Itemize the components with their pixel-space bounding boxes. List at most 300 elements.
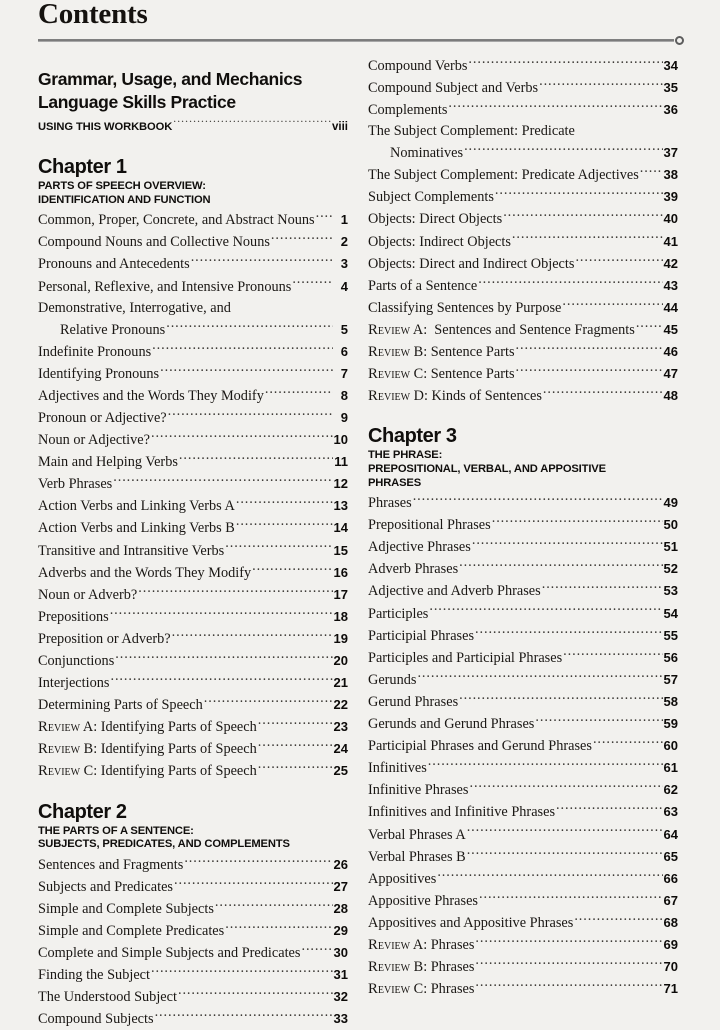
toc-entry-label: USING THIS WORKBOOK — [38, 121, 173, 133]
toc-entry[interactable] — [368, 164, 678, 186]
review-prefix: Review — [38, 741, 81, 758]
leader-dots — [562, 298, 662, 312]
toc-entry[interactable] — [38, 606, 348, 628]
leader-dots — [265, 386, 333, 400]
toc-entry-page: viii — [332, 121, 348, 133]
leader-dots — [179, 452, 333, 466]
leader-dots — [151, 430, 333, 444]
toc-entry-page: 63 — [663, 804, 678, 820]
toc-entry-label: Compound Nouns and Collective Nouns — [38, 234, 270, 251]
toc-entry[interactable] — [38, 898, 348, 920]
toc-entry[interactable] — [368, 713, 678, 735]
toc-entry-page: 2 — [340, 234, 348, 250]
leader-dots — [563, 648, 662, 662]
toc-entry-page: 33 — [333, 1011, 348, 1027]
toc-entry[interactable] — [368, 625, 678, 647]
toc-entry-page: 49 — [663, 495, 678, 511]
leader-dots — [138, 585, 332, 599]
leader-dots — [542, 581, 663, 595]
leader-dots — [478, 276, 662, 290]
toc-entry-label: Review A: Identifying Parts of Speech — [38, 719, 257, 736]
toc-entry-page: 71 — [663, 981, 678, 997]
leader-dots — [115, 651, 332, 665]
toc-entry-page: 65 — [663, 848, 678, 864]
leader-dots — [464, 143, 662, 157]
toc-entry[interactable] — [368, 580, 678, 602]
toc-entry-label: Verbal Phrases B — [368, 848, 466, 865]
toc-entry[interactable] — [38, 876, 348, 898]
leader-dots — [495, 187, 663, 201]
review-prefix: Review — [368, 366, 411, 383]
toc-entry[interactable] — [38, 495, 348, 517]
toc-entry[interactable] — [368, 934, 678, 956]
toc-entry-label: Pronouns and Antecedents — [38, 256, 190, 273]
toc-entry-page: 70 — [663, 959, 678, 975]
toc-entry-label: Complements — [368, 102, 448, 119]
toc-entry-label: Verb Phrases — [38, 476, 113, 493]
toc-entry-label: Review C: Phrases — [368, 981, 475, 998]
leader-dots — [204, 695, 333, 709]
toc-entry[interactable] — [38, 341, 348, 363]
leader-dots — [429, 604, 662, 618]
toc-entry-page: 16 — [333, 564, 348, 580]
toc-entry[interactable] — [368, 297, 678, 319]
toc-entry[interactable] — [38, 517, 348, 539]
toc-entry-page: 69 — [663, 936, 678, 952]
leader-dots — [535, 714, 662, 728]
toc-entry-page: 57 — [663, 671, 678, 687]
leader-dots — [110, 673, 332, 687]
toc-entry-label: Action Verbs and Linking Verbs A — [38, 498, 235, 515]
toc-entry-label: Participles — [368, 605, 429, 622]
toc-entry[interactable] — [38, 942, 348, 964]
toc-entry[interactable] — [38, 385, 348, 407]
leader-dots — [152, 342, 333, 356]
toc-entry-page: 35 — [663, 80, 678, 96]
toc-entry-label: Noun or Adverb? — [38, 586, 138, 603]
toc-entry[interactable] — [38, 209, 348, 231]
review-prefix: Review — [368, 321, 411, 338]
toc-entry-page: 41 — [663, 233, 678, 249]
review-prefix: Review — [38, 719, 81, 736]
header-rule — [38, 37, 684, 45]
toc-entry-page: 26 — [333, 856, 348, 872]
toc-entry[interactable] — [38, 964, 348, 986]
toc-entry[interactable] — [38, 231, 348, 253]
toc-entry-page: 3 — [340, 256, 348, 272]
toc-entry[interactable] — [368, 253, 678, 275]
leader-dots — [113, 474, 332, 488]
toc-entry[interactable] — [368, 319, 678, 341]
toc-entry[interactable] — [368, 757, 678, 779]
toc-entry-page: 20 — [333, 652, 348, 668]
page-title: Contents — [38, 0, 148, 30]
toc-entry[interactable] — [38, 628, 348, 650]
toc-entry[interactable] — [368, 890, 678, 912]
toc-entry[interactable] — [368, 208, 678, 230]
toc-entry-label: Classifying Sentences by Purpose — [368, 299, 562, 316]
toc-entry-label: Infinitives — [368, 760, 427, 777]
toc-entry[interactable] — [38, 451, 348, 473]
chapter-subtitle: THE PHRASE: PREPOSITIONAL, VERBAL, AND APPOSITIVE PHRASES — [368, 449, 606, 489]
leader-dots — [448, 100, 662, 114]
leader-dots — [166, 320, 333, 334]
toc-entry-label: Participial Phrases and Gerund Phrases — [368, 738, 592, 755]
toc-entry-label: Interjections — [38, 675, 110, 692]
leader-dots — [172, 629, 333, 643]
toc-entry-label-line1: Demonstrative, Interrogative, and — [38, 299, 231, 316]
leader-dots — [301, 943, 332, 957]
leader-dots — [184, 855, 332, 869]
chapter-1 — [38, 156, 348, 782]
leader-dots — [173, 116, 331, 130]
toc-entry-label: Objects: Direct and Indirect Objects — [368, 255, 575, 272]
leader-dots — [258, 761, 333, 775]
toc-entry-page: 32 — [333, 989, 348, 1005]
leader-dots — [593, 736, 663, 750]
toc-entry-label: Compound Verbs — [368, 58, 468, 74]
toc-entry-page: 17 — [333, 586, 348, 602]
leader-dots — [258, 739, 333, 753]
toc-entry-page: 4 — [340, 278, 348, 294]
toc-entry-label: Complete and Simple Subjects and Predicates — [38, 945, 301, 962]
toc-entry-page: 36 — [663, 102, 678, 118]
toc-entry-label: Adverbs and the Words They Modify — [38, 564, 252, 581]
leader-dots — [151, 965, 333, 979]
header-rule-line — [38, 39, 674, 42]
toc-entry[interactable] — [368, 275, 678, 297]
toc-entry[interactable] — [368, 801, 678, 823]
toc-entry-label: Review D: Kinds of Sentences — [368, 388, 542, 405]
toc-entry-label: The Subject Complement: Predicate Adjectives — [368, 167, 639, 184]
toc-entry-label: Review C: Identifying Parts of Speech — [38, 763, 257, 780]
toc-entry-label: Common, Proper, Concrete, and Abstract Nouns — [38, 212, 315, 229]
leader-dots — [479, 891, 663, 905]
toc-entry-label: Adverb Phrases — [368, 561, 459, 578]
toc-entry[interactable] — [38, 920, 348, 942]
leader-dots — [258, 717, 333, 731]
toc-entry-page: 5 — [340, 321, 348, 337]
leader-dots — [492, 515, 663, 529]
toc-entry[interactable] — [38, 407, 348, 429]
toc-entry-label: Verbal Phrases A — [368, 826, 466, 843]
toc-entry[interactable] — [368, 341, 678, 363]
toc-entry-label: Noun or Adjective? — [38, 432, 150, 449]
leader-dots — [236, 518, 333, 532]
toc-entry-label: Compound Subject and Verbs — [368, 80, 539, 97]
toc-entry-page: 68 — [663, 914, 678, 930]
review-prefix: Review — [368, 959, 411, 976]
toc-entry[interactable] — [368, 558, 678, 580]
toc-entry[interactable] — [368, 186, 678, 208]
toc-entry-label: Appositives and Appositive Phrases — [368, 914, 574, 931]
chapter-3 — [368, 425, 678, 1000]
toc-entry-label: Infinitives and Infinitive Phrases — [368, 804, 556, 821]
toc-entry-label: The Understood Subject — [38, 989, 177, 1006]
review-prefix: Review — [38, 763, 81, 780]
toc-entry-page: 44 — [663, 299, 678, 315]
toc-entry-page: 58 — [663, 693, 678, 709]
toc-entry[interactable] — [368, 363, 678, 385]
toc-entry[interactable] — [368, 647, 678, 669]
toc-entry-label: Review A: Sentences and Sentence Fragments — [368, 321, 635, 338]
leader-dots — [110, 607, 333, 621]
leader-dots — [191, 254, 333, 268]
toc-entry-page: 50 — [663, 517, 678, 533]
toc-entry-label: Phrases — [368, 495, 412, 512]
book-title-block — [38, 69, 348, 138]
toc-entry-label: Objects: Indirect Objects — [368, 233, 511, 250]
toc-entry-label: Indefinite Pronouns — [38, 343, 152, 360]
toc-entry[interactable] — [38, 253, 348, 275]
toc-entry-label: Compound Subjects — [38, 1011, 154, 1028]
toc-entry-page: 27 — [333, 878, 348, 894]
toc-entry-label: Parts of a Sentence — [368, 277, 478, 294]
toc-entry-label: Personal, Reflexive, and Intensive Pronouns — [38, 278, 292, 295]
toc-entry[interactable] — [38, 986, 348, 1008]
toc-entry[interactable] — [368, 121, 678, 164]
toc-entry-page: 6 — [340, 343, 348, 359]
toc-entry[interactable] — [38, 562, 348, 584]
toc-entry-page: 29 — [333, 923, 348, 938]
toc-entry[interactable] — [38, 694, 348, 716]
toc-entry-page: 64 — [663, 826, 678, 842]
review-prefix: Review — [368, 388, 411, 405]
toc-entry[interactable] — [38, 473, 348, 495]
toc-entry[interactable] — [368, 912, 678, 934]
toc-entry[interactable] — [368, 603, 678, 625]
toc-entry-label: Adjectives and the Words They Modify — [38, 387, 264, 404]
toc-entry[interactable] — [368, 669, 678, 691]
toc-entry-page: 45 — [663, 321, 678, 337]
leader-dots — [225, 541, 332, 555]
toc-entry-label: Simple and Complete Subjects — [38, 900, 214, 917]
circle-terminator-icon — [675, 36, 684, 45]
toc-entry-page: 53 — [663, 583, 678, 599]
toc-entry[interactable] — [368, 99, 678, 121]
leader-dots — [225, 921, 332, 935]
toc-entry-label: Adjective Phrases — [368, 539, 471, 556]
toc-entry[interactable] — [38, 298, 348, 341]
toc-entry-page: 9 — [340, 409, 348, 425]
toc-entry[interactable] — [368, 514, 678, 536]
toc-entry-label-line2: Relative Pronouns — [60, 321, 166, 338]
leader-dots — [215, 899, 333, 913]
leader-dots — [413, 493, 663, 507]
toc-entry[interactable] — [368, 385, 678, 407]
toc-entry[interactable] — [368, 956, 678, 978]
leader-dots — [475, 979, 662, 993]
toc-entry-label: Subject Complements — [368, 189, 494, 206]
toc-entry[interactable] — [38, 540, 348, 562]
toc-entry-page: 1 — [340, 212, 348, 228]
toc-entry-page: 18 — [333, 608, 348, 624]
leader-dots — [516, 342, 663, 356]
toc-entry[interactable] — [38, 276, 348, 298]
toc-entry[interactable] — [368, 231, 678, 253]
toc-entry-label: Objects: Direct Objects — [368, 211, 503, 228]
toc-entry-page: 39 — [663, 189, 678, 205]
toc-entry-label: Identifying Pronouns — [38, 365, 160, 382]
toc-entry[interactable] — [38, 584, 348, 606]
toc-entry-label-line2: Nominatives — [390, 145, 464, 162]
toc-entry-label: Review B: Sentence Parts — [368, 344, 515, 361]
toc-entry-page: 60 — [663, 738, 678, 754]
toc-entry[interactable] — [38, 716, 348, 738]
toc-entry-page: 21 — [333, 675, 348, 691]
leader-dots — [459, 559, 662, 573]
toc-entry-page: 8 — [340, 387, 348, 403]
leader-dots — [459, 692, 662, 706]
leader-dots — [472, 537, 663, 551]
toc-entry-page: 48 — [663, 388, 678, 404]
toc-entry[interactable] — [368, 779, 678, 801]
toc-entry-page: 46 — [663, 344, 678, 360]
leader-dots — [475, 957, 662, 971]
toc-entry-label: Transitive and Intransitive Verbs — [38, 542, 225, 559]
toc-entry-label: Review A: Phrases — [368, 936, 475, 953]
leader-dots — [475, 935, 662, 949]
toc-entry-page: 55 — [663, 627, 678, 643]
toc-entry-label: Gerunds and Gerund Phrases — [368, 716, 535, 733]
toc-entry-page: 31 — [333, 967, 348, 983]
toc-entry-page: 34 — [663, 58, 678, 73]
leader-dots — [292, 277, 333, 291]
review-prefix: Review — [368, 936, 411, 953]
toc-entry[interactable] — [368, 55, 678, 77]
leader-dots — [556, 802, 663, 816]
leader-dots — [575, 254, 662, 268]
toc-entry-label: Pronoun or Adjective? — [38, 409, 167, 426]
toc-entry-line2 — [368, 142, 678, 164]
leader-dots — [168, 408, 333, 422]
toc-entry-label: Conjunctions — [38, 652, 115, 669]
toc-entry[interactable] — [368, 978, 678, 1000]
leader-dots — [437, 869, 662, 883]
toc-entry[interactable] — [38, 429, 348, 451]
leader-dots — [512, 232, 663, 246]
toc-entry[interactable] — [368, 735, 678, 757]
toc-entry[interactable] — [368, 492, 678, 514]
leader-dots — [467, 847, 663, 861]
toc-entry[interactable] — [368, 868, 678, 890]
chapter-subtitle: PARTS OF SPEECH OVERVIEW: IDENTIFICATION AND FUNCTION — [38, 180, 211, 206]
toc-entry[interactable] — [368, 846, 678, 868]
toc-entry-line2 — [38, 319, 348, 341]
leader-dots — [236, 496, 333, 510]
review-prefix: Review — [368, 344, 411, 361]
leader-dots — [174, 877, 333, 891]
toc-entry-page: 38 — [663, 167, 678, 183]
leader-dots — [428, 758, 663, 772]
toc-entry[interactable] — [368, 824, 678, 846]
toc-entry[interactable] — [38, 760, 348, 782]
chapter-2 — [38, 801, 348, 1030]
toc-entry-page: 12 — [333, 476, 348, 492]
toc-entry[interactable] — [38, 116, 348, 138]
leader-dots — [160, 364, 333, 378]
toc-entry-label: Infinitive Phrases — [368, 782, 469, 799]
leader-dots — [636, 320, 663, 334]
toc-entry-page: 47 — [663, 366, 678, 382]
review-prefix: Review — [368, 981, 411, 998]
toc-entry-page: 54 — [663, 605, 678, 621]
toc-entry-page: 43 — [663, 277, 678, 293]
toc-entry-label: Main and Helping Verbs — [38, 454, 178, 471]
chapter-heading: Chapter 3 — [368, 425, 457, 448]
leader-dots — [475, 626, 663, 640]
toc-entry-label: Determining Parts of Speech — [38, 697, 203, 714]
toc-entry-page: 11 — [334, 454, 348, 470]
toc-entry-page: 59 — [663, 716, 678, 732]
leader-dots — [417, 670, 662, 684]
book-title-line1: Grammar, Usage, and Mechanics — [38, 69, 303, 89]
toc-entry-label: Sentences and Fragments — [38, 856, 184, 873]
toc-entry-label: Review B: Phrases — [368, 959, 475, 976]
toc-entry-page: 62 — [663, 782, 678, 798]
toc-entry-label: Review B: Identifying Parts of Speech — [38, 741, 257, 758]
toc-entry-page: 25 — [333, 763, 348, 779]
toc-entry-page: 37 — [663, 145, 678, 161]
toc-entry-label: Subjects and Predicates — [38, 878, 173, 895]
book-title-line2: Language Skills Practice — [38, 92, 236, 112]
toc-entry-page: 67 — [663, 892, 678, 908]
toc-entry[interactable] — [368, 536, 678, 558]
toc-entry-label-line1: The Subject Complement: Predicate — [368, 123, 575, 140]
leader-dots — [467, 825, 663, 839]
chapter-2-continued — [368, 55, 678, 407]
leader-dots — [316, 210, 333, 224]
toc-entry[interactable] — [38, 1008, 348, 1030]
chapter-heading: Chapter 2 — [38, 800, 127, 823]
toc-entry-label: Prepositions — [38, 608, 109, 625]
toc-entry[interactable] — [38, 854, 348, 876]
toc-entry-page: 19 — [333, 630, 348, 646]
leader-dots — [516, 364, 663, 378]
leader-dots — [574, 913, 662, 927]
toc-entry[interactable] — [368, 77, 678, 99]
toc-entry[interactable] — [368, 691, 678, 713]
leader-dots — [252, 563, 332, 577]
toc-entry-label: Gerunds — [368, 671, 417, 688]
toc-entry-label: Participial Phrases — [368, 627, 475, 644]
toc-entry-page: 10 — [333, 432, 348, 448]
toc-entry[interactable] — [38, 672, 348, 694]
toc-entry-page: 7 — [340, 365, 348, 381]
toc-entry-page: 66 — [663, 870, 678, 886]
toc-entry-page: 56 — [663, 649, 678, 665]
toc-entry[interactable] — [38, 650, 348, 672]
toc-entry-page: 15 — [333, 542, 348, 558]
toc-entry-page: 13 — [333, 498, 348, 514]
toc-entry[interactable] — [38, 363, 348, 385]
toc-entry-page: 40 — [663, 211, 678, 227]
leader-dots — [543, 386, 663, 400]
toc-entry-label: Finding the Subject — [38, 967, 150, 984]
toc-entry-page: 30 — [333, 945, 348, 961]
toc-entry-label: Participles and Participial Phrases — [368, 649, 563, 666]
leader-dots — [178, 987, 333, 1001]
toc-entry-label: Appositive Phrases — [368, 892, 478, 909]
toc-entry-label: Prepositional Phrases — [368, 517, 491, 534]
toc-entry-label: Action Verbs and Linking Verbs B — [38, 520, 235, 537]
toc-entry-page: 28 — [333, 900, 348, 916]
leader-dots — [468, 56, 662, 70]
chapter-heading: Chapter 1 — [38, 156, 127, 179]
toc-entry-page: 61 — [663, 760, 678, 776]
leader-dots — [271, 232, 333, 246]
toc-entry[interactable] — [38, 738, 348, 760]
